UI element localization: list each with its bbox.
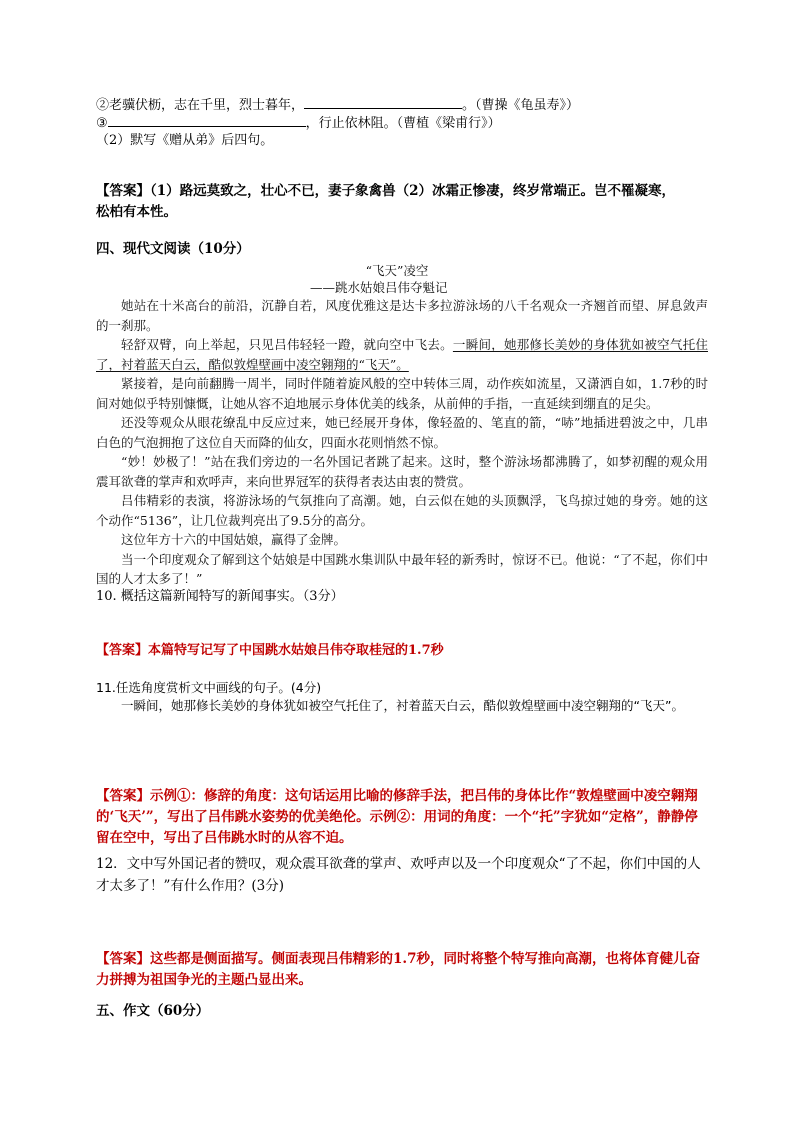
answer-tag: 【答案】: [96, 643, 149, 658]
question-11-quote: 一瞬间，她那修长美妙的身体犹如被空气托住了，衬着蓝天白云，酷似敦煌壁画中凌空翱翔的“飞天”。: [121, 698, 684, 713]
answer-tag: 【答案】: [96, 951, 150, 967]
question-dictation: （2）默写《赠从弟》后四句。: [96, 133, 274, 148]
fill-blank-line-3: [96, 114, 706, 133]
article-paragraph: 还没等观众从眼花缭乱中反应过来，她已经展开身体，像轻盈的、笔直的箭，“哧”地插进碧波之中，几串白色的气泡拥抱了这位自天而降的仙女，四面水花则悄然不惊。: [96, 415, 708, 450]
answer-tag: 【答案】: [96, 788, 150, 804]
answer-1-line-2: 松柏有本性。: [96, 204, 177, 220]
article-title: “飞天”凌空: [365, 263, 429, 278]
line2-prefix: ②老骥伏枥，志在千里，烈士暮年，: [96, 98, 305, 113]
underlined-sentence: 一瞬间，她那修长美妙的身体犹如被空气托住了，衬着蓝天白云，酷似敦煌壁画中凌空翱翔的“飞天”。: [96, 337, 708, 372]
article-paragraph: 当一个印度观众了解到这个姑娘是中国跳水集训队中最年轻的新秀时，惊讶不已。他说：“了不起，你们中国的人才太多了！”: [96, 551, 708, 586]
answer-text: （1）路远莫致之，壮心不已，妻子象禽兽（2）冰霜正惨凄，终岁常端正。岂不罹凝寒，: [150, 183, 676, 199]
section-heading: 五、作文（60分）: [96, 1003, 210, 1019]
line3-prefix: ③: [96, 116, 108, 131]
question-11: 11.任选角度赏析文中画线的句子。(4分): [96, 680, 322, 695]
paragraph-text: 轻舒双臂，向上举起，只见吕伟轻轻一蹬，就向空中飞去。: [121, 337, 453, 352]
answer-text: 示例①：修辞的角度：这句话运用比喻的修辞手法，把吕伟的身体比作“敦煌壁画中凌空翱翔的‘飞天’”，写出了吕伟跳水姿势的优美绝伦。示例②：用词的角度：一个“托”字犹如“定格”，静静停留在空中，写出了吕伟跳水时的从容不迫。: [96, 788, 698, 846]
article-subtitle: ——跳水姑娘吕伟夺魁记: [310, 280, 448, 295]
line2-suffix: 。（曹操《龟虽寿》）: [462, 98, 580, 113]
article-paragraph: 她站在十米高台的前沿，沉静自若，风度优雅这是达卡多拉游泳场的八千名观众一齐翘首而望、屏息敛声的一刹那。: [96, 298, 708, 333]
article-paragraph: [96, 335, 708, 374]
answer-12: [96, 949, 706, 991]
section-heading: 四、现代文阅读（10分）: [96, 241, 250, 257]
article-paragraph: “妙！妙极了！”站在我们旁边的一名外国记者跳了起来。这时，整个游泳场都沸腾了，如梦初醒的观众用震耳欲聋的掌声和欢呼声，来向世界冠军的获得者表达由衷的赞赏。: [96, 454, 708, 489]
answer-tag: 【答案】: [96, 183, 150, 199]
question-12: 12．文中写外国记者的赞叹，观众震耳欲聋的掌声、欢呼声以及一个印度观众“了不起，你们中国的人才太多了！”有什么作用？(3分): [96, 856, 701, 894]
line3-suffix: ，行止依林阻。（曹植《梁甫行》）: [305, 116, 501, 131]
answer-blank[interactable]: [304, 96, 462, 109]
article-paragraph: 紧接着，是向前翻腾一周半，同时伴随着旋风般的空中转体三周，动作疾如流星，又潇洒自如，1.7秒的时间对她似乎特别慷慨，让她从容不迫地展示身体优美的线条，从前伸的手指，一直延续到绷直的足尖。: [96, 376, 708, 411]
article-paragraph: 这位年方十六的中国姑娘，赢得了金牌。: [121, 532, 347, 547]
answer-blank[interactable]: [108, 114, 306, 127]
answer-text: 本篇特写记写了中国跳水姑娘吕伟夺取桂冠的1.7秒: [148, 643, 444, 658]
article-paragraph: 吕伟精彩的表演，将游泳场的气氛推向了高潮。她，白云似在她的头顶飘浮，飞鸟掠过她的身旁。她的这个动作“5136”，让几位裁判亮出了9.5分的高分。: [96, 493, 708, 528]
fill-blank-line-2: [96, 96, 706, 115]
answer-1-line-1: [96, 182, 706, 200]
answer-text: 这些都是侧面描写。侧面表现吕伟精彩的1.7秒，同时将整个特写推向高潮，也将体育健儿奋力拼搏为祖国争光的主题凸显出来。: [96, 951, 700, 988]
question-10: 10. 概括这篇新闻特写的新闻事实。（3分）: [96, 589, 344, 604]
answer-10: [96, 642, 706, 660]
article-body: [96, 296, 708, 589]
answer-11: [96, 786, 706, 849]
